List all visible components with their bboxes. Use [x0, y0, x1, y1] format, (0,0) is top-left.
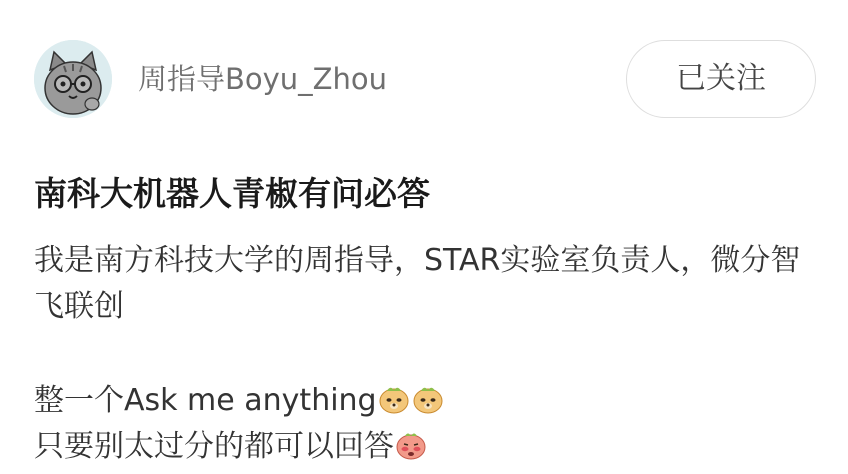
post-line-2-text: 只要别太过分的都可以回答 [34, 429, 394, 464]
post-line-2 [34, 424, 824, 470]
avatar[interactable] [34, 40, 112, 118]
post-title: 南科大机器人青椒有问必答 [34, 174, 430, 213]
post-intro: 我是南方科技大学的周指导，STAR实验室负责人，微分智飞联创 [34, 243, 801, 324]
following-button[interactable]: 已关注 [626, 40, 816, 118]
post-line-1-text: 整一个Ask me anything [34, 383, 377, 418]
post-header [34, 40, 816, 118]
post-line-1 [34, 378, 824, 424]
blushing-face-emoji-icon [394, 428, 428, 462]
doge-face-emoji-icon [411, 382, 445, 416]
doge-face-emoji-icon [377, 382, 411, 416]
post-body [34, 238, 824, 470]
cat-with-glasses-avatar-icon [34, 40, 112, 118]
author-name[interactable]: 周指导Boyu_Zhou [138, 62, 388, 96]
